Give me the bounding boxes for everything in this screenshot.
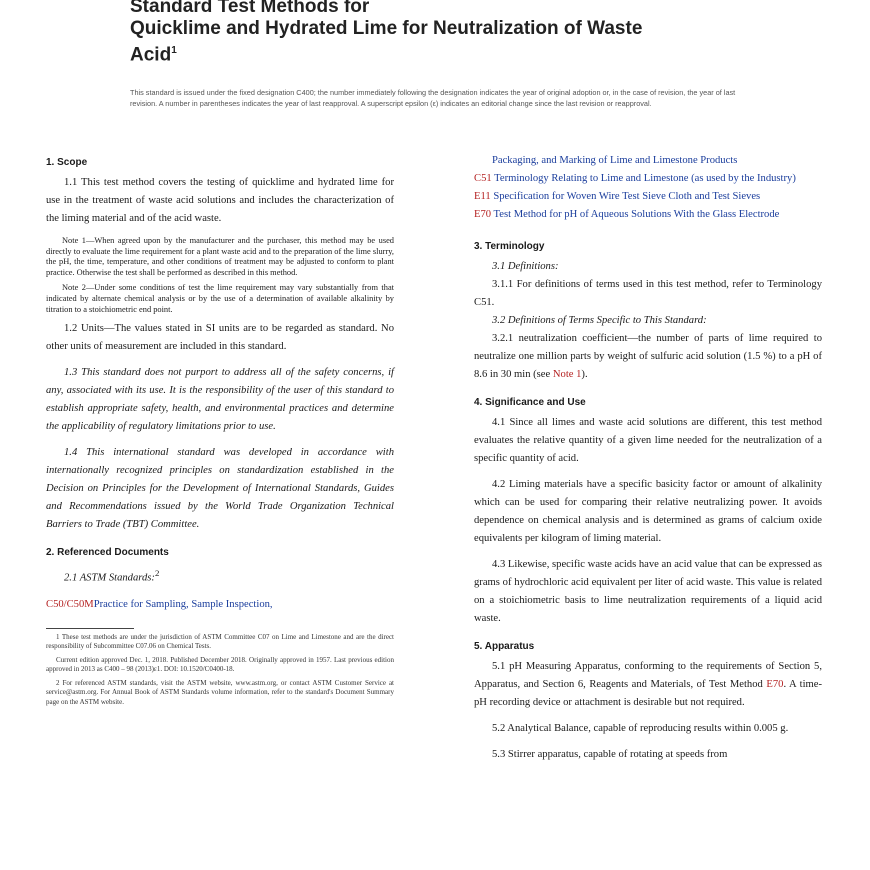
document-title bbox=[130, 0, 770, 66]
footnote-edition: Current edition approved Dec. 1, 2018. Published December 2018. Originally approved in 1957. Last previous edition approved in 2013 as C400 – 98 (2013)ε1. DOI: 10.1520/C0400-18. bbox=[46, 655, 394, 674]
para-3-1: 3.1 Definitions: bbox=[492, 261, 559, 272]
section-4-heading: 4. Significance and Use bbox=[474, 397, 586, 408]
e70-link[interactable]: E70 bbox=[766, 679, 784, 690]
para-4-3: 4.3 Likewise, specific waste acids have an acid value that can be expressed as grams of hydrochloric acid equivalent per liter of acid waste. This value is related on a stoichiometric basis to lime neutralization requirements of a liquid acid waste. bbox=[474, 559, 822, 624]
ref-c51-title[interactable]: Terminology Relating to Lime and Limestone (as used by the Industry) bbox=[494, 173, 796, 184]
footnote-divider bbox=[46, 628, 134, 629]
ref-c51[interactable] bbox=[474, 170, 822, 188]
ref-c50[interactable] bbox=[46, 596, 394, 614]
para-5-1: 5.1 pH Measuring Apparatus, conforming to the requirements of Section 5, Apparatus, and Section 6, Reagents and Materials, of Test Method E70. A time-pH recording device or attachment is desirable but not required. bbox=[474, 661, 822, 708]
title-line-3: Acid$^1$ bbox=[130, 44, 177, 66]
ref-e11[interactable] bbox=[474, 188, 822, 206]
ref-e70[interactable] bbox=[474, 206, 822, 224]
footnote-2: 2 For referenced ASTM standards, visit the ASTM website, www.astm.org, or contact ASTM Customer Service at service@astm.org. For Annual Book of ASTM Standards volume information, refer to the standard's Document Summary page on the ASTM website. bbox=[46, 678, 394, 706]
right-column bbox=[474, 152, 822, 772]
para-4-2: 4.2 Liming materials have a specific basicity factor or amount of alkalinity which can be used for comparing their relative neutralizing power. It avoids dependence on chemical analysis and is determined as grams of calcium oxide equivalents per kilogram of liming material. bbox=[474, 479, 822, 544]
footnote-mark-2: 2 bbox=[154, 568, 160, 579]
preamble: This standard is issued under the fixed designation C400; the number immediately following the designation indicates the year of original adoption or, in the case of revision, the year of last revision. A number in parentheses indicates the year of last reapproval. A superscript epsilon (ε) indicates an editorial change since the last revision or reapproval. bbox=[130, 88, 736, 108]
para-1-1: 1.1 This test method covers the testing of quicklime and hydrated lime for use in the treatment of waste acid solutions and includes the characterization of the liming material and of the acid waste. bbox=[46, 177, 394, 224]
title-line-1: Standard Test Methods for bbox=[130, 0, 370, 17]
section-2-heading: 2. Referenced Documents bbox=[46, 547, 169, 559]
para-3-2-1: 3.2.1 neutralization coefficient—the number of parts of lime required to neutralize one million parts by weight of sulfuric acid solution (1.5 %) to a pH of 8.6 in 30 min (see Note 1). bbox=[474, 333, 822, 380]
ref-c50-title[interactable]: Practice for Sampling, Sample Inspection, bbox=[93, 598, 273, 610]
title-footnote-mark: 1 bbox=[171, 45, 177, 56]
note-1-link[interactable]: Note 1 bbox=[552, 369, 582, 380]
section-3-heading: 3. Terminology bbox=[474, 241, 545, 252]
ref-e70-title[interactable]: Test Method for pH of Aqueous Solutions With the Glass Electrode bbox=[493, 209, 780, 220]
para-3-2: 3.2 Definitions of Terms Specific to This Standard: bbox=[492, 315, 707, 326]
left-column bbox=[46, 152, 394, 711]
ref-e11-title[interactable]: Specification for Woven Wire Test Sieve Cloth and Test Sieves bbox=[493, 191, 761, 202]
ref-c51-code[interactable]: C51 bbox=[474, 173, 492, 184]
para-1-3: 1.3 This standard does not purport to address all of the safety concerns, if any, associated with its use. It is the responsibility of the user of this standard to establish appropriate safety, health, and environmental practices and determine the applicability of regulatory limitations prior to use. bbox=[46, 367, 394, 433]
para-1-2: 1.2 Units—The values stated in SI units are to be regarded as standard. No other units of measurement are included in this standard. bbox=[46, 323, 394, 353]
section-1-heading: 1. Scope bbox=[46, 157, 88, 168]
para-4-1: 4.1 Since all limes and waste acid solutions are different, this test method evaluates the relative quantity of a given lime needed for the neutralization of a specific quantity of acid. bbox=[474, 417, 822, 464]
ref-c50-code[interactable]: C50/C50M bbox=[46, 598, 94, 610]
section-5-heading: 5. Apparatus bbox=[474, 641, 535, 652]
ref-e70-code[interactable]: E70 bbox=[474, 209, 492, 220]
ref-e11-code[interactable]: E11 bbox=[474, 191, 491, 202]
para-5-2: 5.2 Analytical Balance, capable of reproducing results within 0.005 g. bbox=[492, 723, 789, 734]
para-1-4: 1.4 This international standard was developed in accordance with internationally recognized principles on standardization established in the Decision on Principles for the Development of International Standards, Guides and Recommendations issued by the World Trade Organization Technical Barriers to Trade (TBT) Committee. bbox=[46, 447, 394, 531]
footnote-1: 1 These test methods are under the jurisdiction of ASTM Committee C07 on Lime and Limestone and are the direct responsibility of Subcommittee C07.06 on Chemical Tests. bbox=[46, 632, 394, 651]
ref-c50-continued[interactable]: Packaging, and Marking of Lime and Limestone Products bbox=[492, 155, 738, 166]
note-2: Note 2—Under some conditions of test the lime requirement may vary substantially from that indicated by alternate chemical analysis or by the use of a determination of available alkalinity by titration to a stoichiometric end point. bbox=[46, 283, 394, 314]
note-1: Note 1—When agreed upon by the manufacturer and the purchaser, this method may be used directly to evaluate the lime requirement for a plant waste acid and to the preparation of the lime slurry, the pH, the time, temperature, and other conditions of treatment may be adjusted to conform to plant practice. Otherwise the test shall be performed as described in this method. bbox=[46, 236, 394, 277]
title-line-2: Quicklime and Hydrated Lime for Neutralization of Waste bbox=[130, 18, 643, 39]
para-3-1-1: 3.1.1 For definitions of terms used in this test method, refer to Terminology C51. bbox=[474, 279, 822, 308]
para-2-1: 2.1 ASTM Standards:$^2$ bbox=[64, 568, 160, 584]
para-5-3: 5.3 Stirrer apparatus, capable of rotating at speeds from bbox=[492, 749, 728, 760]
